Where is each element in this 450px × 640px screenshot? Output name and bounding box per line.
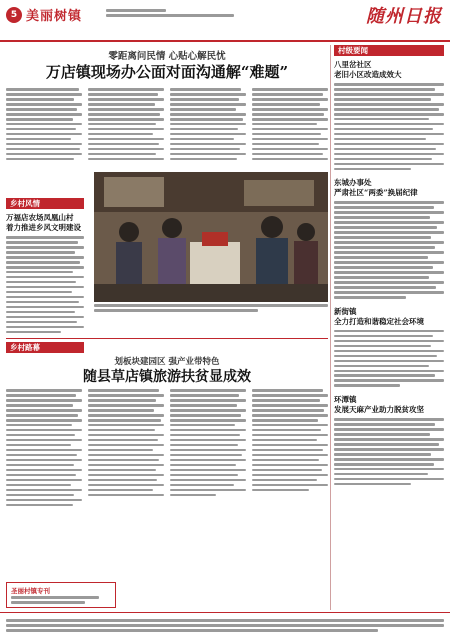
main-story-photo (94, 172, 328, 302)
second-story-body (6, 389, 328, 506)
left-story-body (6, 236, 84, 333)
right-story-headline-line1: 环潭镇 (334, 395, 357, 405)
photo-caption (94, 304, 328, 312)
main-story-kicker: 零距离问民情 心贴心解民忧 (108, 51, 226, 62)
main-story-body (6, 88, 328, 160)
rural-style-banner: 乡村风情 (6, 198, 84, 209)
right-story-1 (334, 60, 444, 170)
right-story-headline (334, 395, 444, 415)
page-number-badge: 5 (6, 7, 22, 23)
section-title: 美丽树镇 (26, 9, 83, 24)
right-column (334, 60, 444, 493)
rural-road-banner: 乡村路幕 (6, 342, 84, 353)
footer-info-lines (6, 619, 444, 632)
right-story-headline-line2: 老旧小区改造成效大 (334, 70, 402, 79)
right-story-headline-line2: 全力打造和谐稳定社会环境 (334, 316, 424, 326)
advert-box (6, 582, 116, 608)
masthead (0, 0, 450, 42)
right-story-2 (334, 178, 444, 298)
advert-body (11, 596, 109, 604)
right-story-3 (334, 307, 444, 387)
right-story-body (334, 418, 444, 485)
right-story-headline-line1: 东城办事处 (334, 178, 372, 188)
right-story-body (334, 201, 444, 298)
right-story-headline-line2: 严肃社区“两委”换届纪律 (334, 188, 418, 198)
right-story-headline-line2: 发展天麻产业助力脱贫攻坚 (334, 405, 424, 415)
advert-title: 圣丽村镇专刊 (11, 587, 50, 595)
right-story-headline (334, 60, 444, 80)
right-story-headline-line1: 八里岔社区 (334, 60, 372, 69)
left-story (6, 213, 84, 333)
right-story-headline (334, 307, 444, 327)
masthead-info-lines (106, 9, 234, 17)
section-divider (6, 338, 328, 339)
column-divider (330, 45, 331, 610)
village-news-banner: 村级要闻 (334, 45, 444, 56)
second-story-kicker: 划板块建园区 强产业带特色 (114, 357, 220, 367)
second-story-headline: 随县草店镇旅游扶贫显成效 (83, 369, 251, 385)
left-story-headline (6, 213, 84, 233)
right-story-headline (334, 178, 444, 198)
right-story-headline-line1: 新街镇 (334, 306, 357, 316)
left-story-headline-line2: 着力推进乡风文明建设 (6, 223, 81, 232)
right-story-4 (334, 395, 444, 485)
office-meeting-photo (94, 172, 328, 302)
main-story-headline: 万店镇现场办公面对面沟通解“难题” (45, 63, 289, 81)
newspaper-logo: 随州日报 (366, 6, 442, 27)
left-story-headline-line1: 万福店农场凤凰山村 (6, 213, 74, 222)
footer (0, 612, 450, 640)
right-story-body (334, 83, 444, 170)
right-story-body (334, 330, 444, 387)
second-story (6, 355, 328, 607)
